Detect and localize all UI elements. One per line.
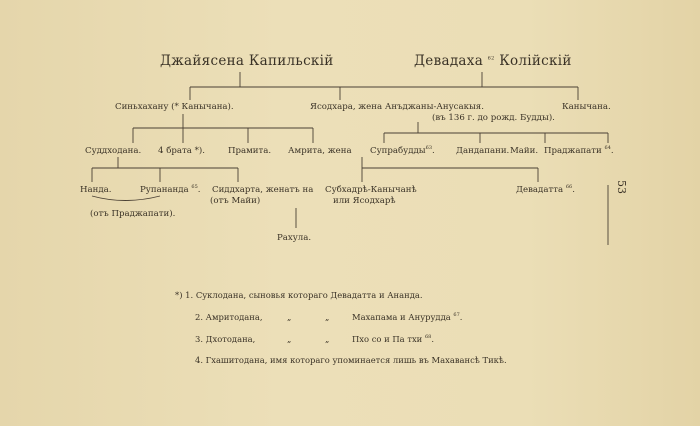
from-mayi-note: (отъ Майи) <box>210 196 261 206</box>
person-kanychana: Канычана. <box>562 102 611 112</box>
yasodhara-date: (въ 136 г. до рожд. Будды). <box>432 113 555 123</box>
footnote-3-ditto-1: „ <box>287 334 292 344</box>
footnote-2-ditto-1: „ <box>287 312 292 322</box>
footnote-2: 2. Амритодана, <box>195 312 263 322</box>
person-mahi: Майи. <box>510 146 539 156</box>
person-suddhodana: Суддходана. <box>85 146 142 156</box>
founder-dzhayasena: Джайясена Капильскій <box>160 53 334 69</box>
person-rupananda: Рупананда $^{65}$. <box>140 184 201 195</box>
from-pradzhapati-note: (отъ Праджапати). <box>90 209 176 219</box>
footnote-2-text: Махапама и Анурудда $^{67}$. <box>352 312 463 322</box>
person-dandapani: Дандапани. <box>456 146 510 156</box>
footnote-4: 4. Гхашитодана, имя котораго упоминается лишь въ Махавансѣ Тикѣ. <box>195 355 507 365</box>
person-pramita: Прамита. <box>228 146 272 156</box>
founder-devadaha: Девадаха $^{62}$ Колійскій <box>414 53 572 69</box>
person-sinhahanu: Синьхахану (* Канычана). <box>115 102 234 112</box>
person-nanda: Нанда. <box>80 185 112 195</box>
footnote-3-ditto-2: „ <box>325 334 330 344</box>
person-pradzhapati: Праджапати $^{64}$. <box>544 145 614 156</box>
footnote-3: 3. Дхотодана, <box>195 334 256 344</box>
page-number: 53 <box>615 180 628 194</box>
person-rahula: Рахула. <box>277 233 312 243</box>
person-siddharta: Сиддхарта, женатъ на <box>212 185 314 195</box>
footnote-2-ditto-2: „ <box>325 312 330 322</box>
or-yasodhara-note: или Ясодхарѣ <box>333 196 396 206</box>
footnote-1: *) 1. Суклодана, сыновья котораго Девадатта и Ананда. <box>175 290 423 300</box>
person-amrita: Амрита, жена <box>288 146 352 156</box>
person-suprabuddha: Супрабудды$^{63}$. <box>370 145 435 156</box>
footnote-3-text: Пхо со и Па тхи $^{68}$. <box>352 334 434 344</box>
person-yasodhara: Ясодхара, жена Анъджаны-Анусакыя. <box>310 102 484 112</box>
four-brothers: 4 брата *). <box>158 146 206 156</box>
person-devadatta: Девадатта $^{66}$. <box>516 184 575 195</box>
person-subhadra: Субхадрѣ-Канычанѣ <box>325 185 417 195</box>
